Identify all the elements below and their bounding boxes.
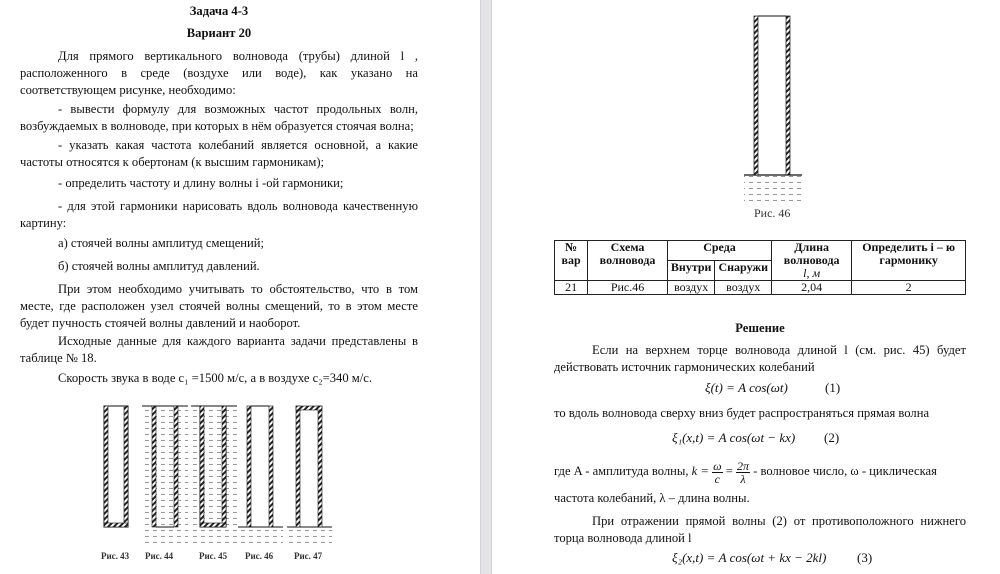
cell: воздух [667,281,715,295]
figure-caption: Рис. 46 [754,206,791,220]
cell: воздух [715,281,772,295]
task-item: а) стоячей волны амплитуд смещений; [58,236,265,250]
header-outside: Снаружи [715,261,772,281]
figure-43 [104,406,128,527]
header-length: Длина волновода l, м [772,241,852,281]
solution-title: Решение [735,321,785,335]
variant-title: Вариант 20 [186,26,252,40]
waveguide-figures [0,0,480,574]
figure-caption: Рис. 45 [199,551,228,561]
table-row [555,281,966,295]
header-scheme: Схема волновода [588,241,668,281]
equation-1: ξ(t) = A cos(ωt) (1) [705,380,841,395]
cell: 2 [852,281,966,295]
header-harmonic: Определить i – ю гармонику [852,241,966,281]
equation-2: ξ₁(x,t) = A cos(ωt − kx) (2) [672,430,840,445]
solution-paragraph: где A - амплитуда волны, k = $\frac{\omega}{c}$ = $\frac{2\pi}{\lambda}$ - волновое число, ω - циклическая частота колебаний, λ – длина волны. [554,458,937,505]
cell: 2,04 [772,281,852,295]
figure-46 [238,406,283,546]
figure-caption: Рис. 46 [245,551,274,561]
figure-47 [287,406,332,546]
solution-paragraph: то вдоль волновода сверху вниз будет распространяться прямая волна [554,406,930,420]
task-item: б) стоячей волны амплитуд давлений. [58,259,260,273]
left-page [0,0,480,574]
page-gutter [480,0,492,574]
figure-45 [191,406,237,546]
equation-3: ξ₂(x,t) = A cos(ωt + kx − 2kl) (3) [672,550,873,565]
header-variant: № вар [555,241,588,281]
task-item: - для этой гармоники нарисовать вдоль волновода качественную картину: [20,199,418,230]
solution-paragraph: Если на верхнем торце волновода длиной l (см. рис. 45) будет действовать источник гармонических колебаний [554,343,966,374]
cell: Рис.46 [588,281,668,295]
data-ref-paragraph: Исходные данные для каждого варианта задачи представлены в таблице № 18. [20,334,418,365]
intro-paragraph: Для прямого вертикального волновода (трубы) длиной l , расположенного в среде (воздухе или воде), как указано на соответствующем рисунке, необходимо: [20,49,418,97]
header-medium: Среда [667,241,771,261]
figure-44 [142,406,188,546]
note-paragraph: При этом необходимо учитывать то обстоятельство, что в том месте, где расположен узел стоячей волны смещений, то в этом месте будет пучность стоячей волны давлений и наоборот. [20,282,418,330]
task-item: - вывести формулу для возможных частот продольных волн, возбуждаемых в волноводе, при которых в нём образуется стоячая волна; [20,102,418,133]
figure-caption: Рис. 44 [145,551,174,561]
figure-caption: Рис. 43 [101,551,130,561]
cell: 21 [555,281,588,295]
variant-table [554,240,966,295]
task-item: - определить частоту и длину волны i -ой гармоники; [58,176,344,190]
task-title: Задача 4-3 [189,4,249,18]
speed-paragraph: Скорость звука в воде c₁ =1500 м/с, а в воздухе c₂=340 м/с. [58,371,372,385]
header-inside: Внутри [667,261,715,281]
solution-paragraph: При отражении прямой волны (2) от противоположного нижнего торца волновода длиной l [554,514,966,545]
figure-caption: Рис. 47 [294,551,323,561]
task-item: - указать какая частота колебаний является основной, а какие частоты относятся к обертонам (к высшим гармоникам); [20,138,418,169]
right-page [492,0,1000,574]
